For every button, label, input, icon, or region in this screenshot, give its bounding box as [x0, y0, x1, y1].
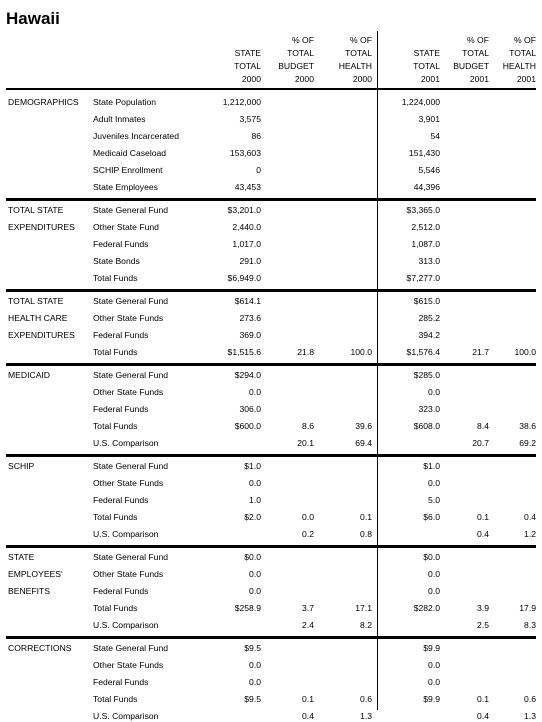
section-label: SCHIP — [8, 461, 35, 471]
table-cell: 151,430 — [408, 147, 440, 158]
section-label: EXPENDITURES — [8, 221, 75, 232]
column-header-line: TOTAL — [509, 48, 536, 58]
table-cell: 1.3 — [524, 710, 536, 721]
row-label: Other State Funds — [93, 386, 164, 397]
row-label: U.S. Comparison — [93, 619, 159, 630]
table-cell: 0.0 — [428, 477, 440, 488]
table-cell: 1,212,000 — [222, 97, 261, 107]
row-label: Federal Funds — [93, 238, 149, 249]
table-cell: $6.0 — [423, 511, 440, 522]
table-cell: $608.0 — [413, 420, 440, 431]
table-cell: $258.9 — [234, 602, 261, 613]
row-label: Other State Funds — [93, 312, 164, 323]
table-cell: 0.4 — [477, 710, 489, 721]
section-label: EXPENDITURES — [8, 329, 75, 340]
section-label: EMPLOYEES' — [8, 568, 63, 579]
row-label: State General Fund — [93, 370, 169, 380]
row-label: U.S. Comparison — [93, 710, 159, 721]
table-cell: 17.1 — [355, 602, 372, 613]
row-label: Federal Funds — [93, 585, 149, 596]
table-cell: 86 — [251, 130, 261, 141]
column-header-line: 2001 — [469, 74, 489, 84]
table-cell: 69.2 — [519, 437, 536, 448]
column-header-line: 2000 — [294, 74, 314, 84]
table-cell: 0.0 — [249, 568, 261, 579]
table-cell: 0.1 — [477, 511, 489, 522]
row-label: U.S. Comparison — [93, 528, 159, 539]
table-cell: $6,949.0 — [227, 272, 261, 283]
table-cell: 306.0 — [239, 403, 261, 414]
table-cell: 8.6 — [302, 420, 314, 431]
table-cell: 3,575 — [239, 113, 261, 124]
table-cell: $9.9 — [423, 693, 440, 704]
table-cell: 0.0 — [428, 568, 440, 579]
table-cell: 0.1 — [477, 693, 489, 704]
table-cell: 8.2 — [360, 619, 372, 630]
row-label: State General Fund — [93, 204, 169, 215]
section-label: MEDICAID — [8, 370, 51, 380]
table-cell: $1.0 — [423, 461, 440, 471]
table-cell: $0.0 — [423, 552, 440, 562]
column-header-line: HEALTH — [338, 61, 372, 71]
table-cell: 3.9 — [477, 602, 489, 613]
table-cell: 8.4 — [477, 420, 489, 431]
column-header-line: BUDGET — [278, 61, 314, 71]
row-label: Other State Funds — [93, 568, 164, 579]
table-cell: $9.5 — [244, 643, 261, 653]
column-header-line: % OF — [467, 35, 489, 45]
row-label: State General Fund — [93, 461, 169, 471]
table-cell: 291.0 — [239, 255, 261, 266]
table-cell: 0.6 — [360, 693, 372, 704]
table-cell: $600.0 — [234, 420, 261, 431]
table-cell: 21.8 — [297, 346, 314, 357]
row-label: U.S. Comparison — [93, 437, 159, 448]
table-cell: 2,512.0 — [411, 221, 440, 232]
row-label: State Employees — [93, 181, 158, 192]
table-cell: 20.7 — [472, 437, 489, 448]
column-header-line: % OF — [292, 35, 314, 45]
table-cell: 0.4 — [477, 528, 489, 539]
row-label: Other State Funds — [93, 477, 164, 488]
table-cell: 0.0 — [428, 676, 440, 687]
table-cell: 20.1 — [297, 437, 314, 448]
column-header-line: TOTAL — [413, 61, 440, 71]
table-cell: 394.2 — [418, 329, 440, 340]
table-cell: $2.0 — [244, 511, 261, 522]
section-label: TOTAL STATE — [8, 204, 64, 215]
table-cell: 43,453 — [234, 181, 261, 192]
row-label: SCHIP Enrollment — [93, 164, 163, 175]
page-title: Hawaii — [6, 9, 60, 28]
table-cell: 0.1 — [302, 693, 314, 704]
column-header-line: % OF — [350, 35, 372, 45]
table-cell: $1,515.6 — [227, 346, 261, 357]
row-label: State Bonds — [93, 255, 140, 266]
row-label: Total Funds — [93, 693, 138, 704]
year-divider — [377, 31, 378, 710]
row-label: Total Funds — [93, 420, 138, 431]
section-divider — [6, 88, 536, 90]
table-cell: $7,277.0 — [406, 272, 440, 283]
table-cell: 17.9 — [519, 602, 536, 613]
row-label: Total Funds — [93, 346, 138, 357]
table-cell: 5.0 — [428, 494, 440, 505]
section-divider — [6, 454, 536, 457]
row-label: State General Fund — [93, 295, 169, 306]
table-cell: 0.0 — [428, 659, 440, 670]
row-label: Other State Fund — [93, 221, 159, 232]
column-header-line: TOTAL — [345, 48, 372, 58]
table-cell: 323.0 — [418, 403, 440, 414]
table-cell: 0.0 — [428, 386, 440, 397]
table-cell: 2.5 — [477, 619, 489, 630]
table-cell: 0.6 — [524, 693, 536, 704]
table-cell: 1,017.0 — [232, 238, 261, 249]
table-cell: 0.0 — [428, 585, 440, 596]
section-label: BENEFITS — [8, 585, 51, 596]
table-cell: $294.0 — [234, 370, 261, 380]
table-cell: 369.0 — [239, 329, 261, 340]
row-label: Juveniles Incarcerated — [93, 130, 179, 141]
column-header-line: STATE — [234, 48, 261, 58]
row-label: Other State Funds — [93, 659, 164, 670]
column-header-line: TOTAL — [234, 61, 261, 71]
table-cell: 0 — [256, 164, 261, 175]
column-header-line: HEALTH — [502, 61, 536, 71]
section-label: TOTAL STATE — [8, 295, 64, 306]
table-cell: $285.0 — [413, 370, 440, 380]
table-cell: 0.0 — [249, 386, 261, 397]
table-cell: $282.0 — [413, 602, 440, 613]
section-divider — [6, 636, 536, 639]
table-cell: 38.6 — [519, 420, 536, 431]
table-cell: 21.7 — [472, 346, 489, 357]
column-header-line: 2001 — [516, 74, 536, 84]
row-label: Total Funds — [93, 511, 138, 522]
table-cell: 1.2 — [524, 528, 536, 539]
table-cell: 39.6 — [355, 420, 372, 431]
section-divider — [6, 289, 536, 292]
table-cell: 44,396 — [413, 181, 440, 192]
column-header-line: TOTAL — [462, 48, 489, 58]
row-label: Federal Funds — [93, 329, 149, 340]
section-label: CORRECTIONS — [8, 643, 72, 653]
table-cell: $9.5 — [244, 693, 261, 704]
row-label: Adult Inmates — [93, 113, 146, 124]
section-label: STATE — [8, 552, 35, 562]
table-cell: 2,440.0 — [232, 221, 261, 232]
column-header-line: TOTAL — [287, 48, 314, 58]
column-header-line: 2001 — [420, 74, 440, 84]
table-cell: 8.3 — [524, 619, 536, 630]
table-cell: 1.3 — [360, 710, 372, 721]
column-header-line: STATE — [413, 48, 440, 58]
table-cell: 0.0 — [249, 659, 261, 670]
table-cell: 273.6 — [239, 312, 261, 323]
section-label: DEMOGRAPHICS — [8, 97, 79, 107]
column-header-line: 2000 — [352, 74, 372, 84]
section-label: HEALTH CARE — [8, 312, 68, 323]
section-divider — [6, 363, 536, 366]
column-header-line: 2000 — [241, 74, 261, 84]
row-label: Medicaid Caseload — [93, 147, 167, 158]
table-cell: 0.1 — [360, 511, 372, 522]
table-cell: 0.0 — [302, 511, 314, 522]
column-header-line: % OF — [514, 35, 536, 45]
table-cell: 0.4 — [302, 710, 314, 721]
table-cell: 0.0 — [249, 676, 261, 687]
table-cell: 3.7 — [302, 602, 314, 613]
table-cell: 3,901 — [418, 113, 440, 124]
table-cell: $0.0 — [244, 552, 261, 562]
row-label: State Population — [93, 97, 157, 107]
table-cell: 0.2 — [302, 528, 314, 539]
table-cell: $614.1 — [234, 295, 261, 306]
table-cell: 285.2 — [418, 312, 440, 323]
table-cell: 0.0 — [249, 477, 261, 488]
column-header-line: BUDGET — [453, 61, 489, 71]
section-divider — [6, 545, 536, 548]
table-cell: 0.8 — [360, 528, 372, 539]
table-cell: $9.9 — [423, 643, 440, 653]
table-cell: 100.0 — [514, 346, 536, 357]
table-cell: 5,546 — [418, 164, 440, 175]
table-cell: $1.0 — [244, 461, 261, 471]
row-label: State General Fund — [93, 552, 169, 562]
table-cell: 153,603 — [229, 147, 261, 158]
table-cell: 1,087.0 — [411, 238, 440, 249]
table-cell: 69.4 — [355, 437, 372, 448]
table-cell: $615.0 — [413, 295, 440, 306]
section-divider — [6, 198, 536, 201]
table-cell: $1,576.4 — [406, 346, 440, 357]
table-cell: 313.0 — [418, 255, 440, 266]
table-cell: 54 — [430, 130, 440, 141]
table-cell: 1.0 — [249, 494, 261, 505]
table-cell: $3,365.0 — [406, 204, 440, 215]
row-label: Total Funds — [93, 272, 138, 283]
table-cell: 1,224,000 — [401, 97, 440, 107]
row-label: Federal Funds — [93, 494, 149, 505]
row-label: Total Funds — [93, 602, 138, 613]
table-cell: 0.0 — [249, 585, 261, 596]
row-label: Federal Funds — [93, 676, 149, 687]
table-cell: 0.4 — [524, 511, 536, 522]
table-cell: $3,201.0 — [227, 204, 261, 215]
table-cell: 100.0 — [350, 346, 372, 357]
row-label: Federal Funds — [93, 403, 149, 414]
table-cell: 2.4 — [302, 619, 314, 630]
row-label: State General Fund — [93, 643, 169, 653]
